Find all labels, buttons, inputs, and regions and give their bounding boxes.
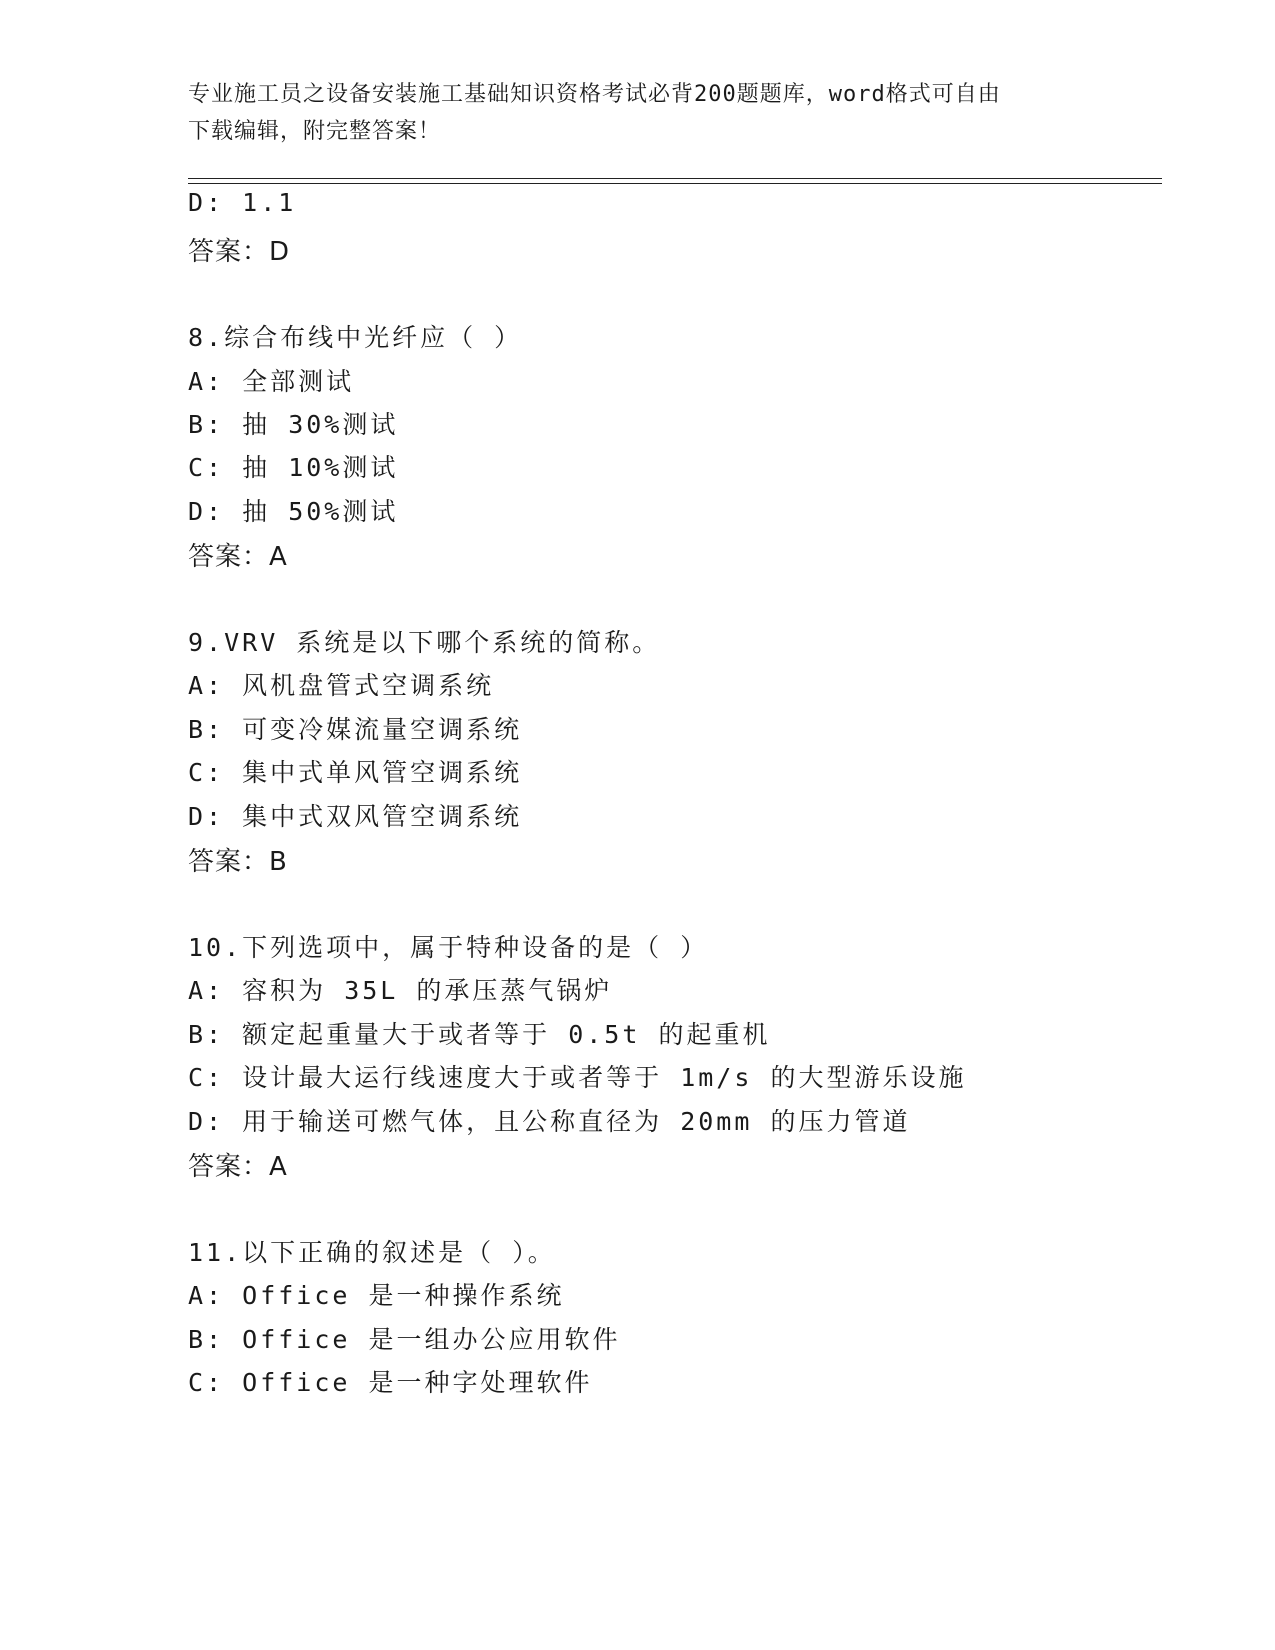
header-divider-top xyxy=(188,178,1162,179)
q8-option-d: D: 抽 50%测试 xyxy=(188,497,399,526)
q9-option-b: B: 可变冷媒流量空调系统 xyxy=(188,715,523,744)
q8-option-c: C: 抽 10%测试 xyxy=(188,453,399,482)
q8-option-b: B: 抽 30%测试 xyxy=(188,410,399,439)
q10-answer: 答案：A xyxy=(188,1152,288,1182)
q9-option-a: A: 风机盘管式空调系统 xyxy=(188,671,495,700)
q9-question: 9.VRV 系统是以下哪个系统的简称。 xyxy=(188,628,661,657)
q11-question: 11.以下正确的叙述是（ ）。 xyxy=(188,1238,556,1267)
q10-option-d: D: 用于输送可燃气体，且公称直径为 20mm 的压力管道 xyxy=(188,1107,911,1136)
q7-answer: 答案：D xyxy=(188,237,291,267)
q10-option-c: C: 设计最大运行线速度大于或者等于 1m/s 的大型游乐设施 xyxy=(188,1063,967,1092)
q11-option-b: B: Office 是一组办公应用软件 xyxy=(188,1325,621,1354)
q9-option-d: D: 集中式双风管空调系统 xyxy=(188,802,523,831)
q10-option-b: B: 额定起重量大于或者等于 0.5t 的起重机 xyxy=(188,1020,771,1049)
q11-option-c: C: Office 是一种字处理软件 xyxy=(188,1368,593,1397)
q10-question: 10.下列选项中，属于特种设备的是（ ） xyxy=(188,933,709,962)
header-line-2: 下载编辑，附完整答案！ xyxy=(188,119,442,144)
q8-question: 8.综合布线中光纤应（ ） xyxy=(188,323,523,352)
q8-answer: 答案：A xyxy=(188,542,288,572)
q10-option-a: A: 容积为 35L 的承压蒸气锅炉 xyxy=(188,976,613,1005)
q9-option-c: C: 集中式单风管空调系统 xyxy=(188,758,523,787)
q7-option-d: D: 1.1 xyxy=(188,188,297,217)
q9-answer: 答案：B xyxy=(188,847,288,877)
q11-option-a: A: Office 是一种操作系统 xyxy=(188,1281,565,1310)
header-line-1: 专业施工员之设备安装施工基础知识资格考试必背200题题库，word格式可自由 xyxy=(188,82,1001,107)
q8-option-a: A: 全部测试 xyxy=(188,367,355,396)
document-header xyxy=(188,76,1088,150)
header-divider-bottom xyxy=(188,183,1162,184)
